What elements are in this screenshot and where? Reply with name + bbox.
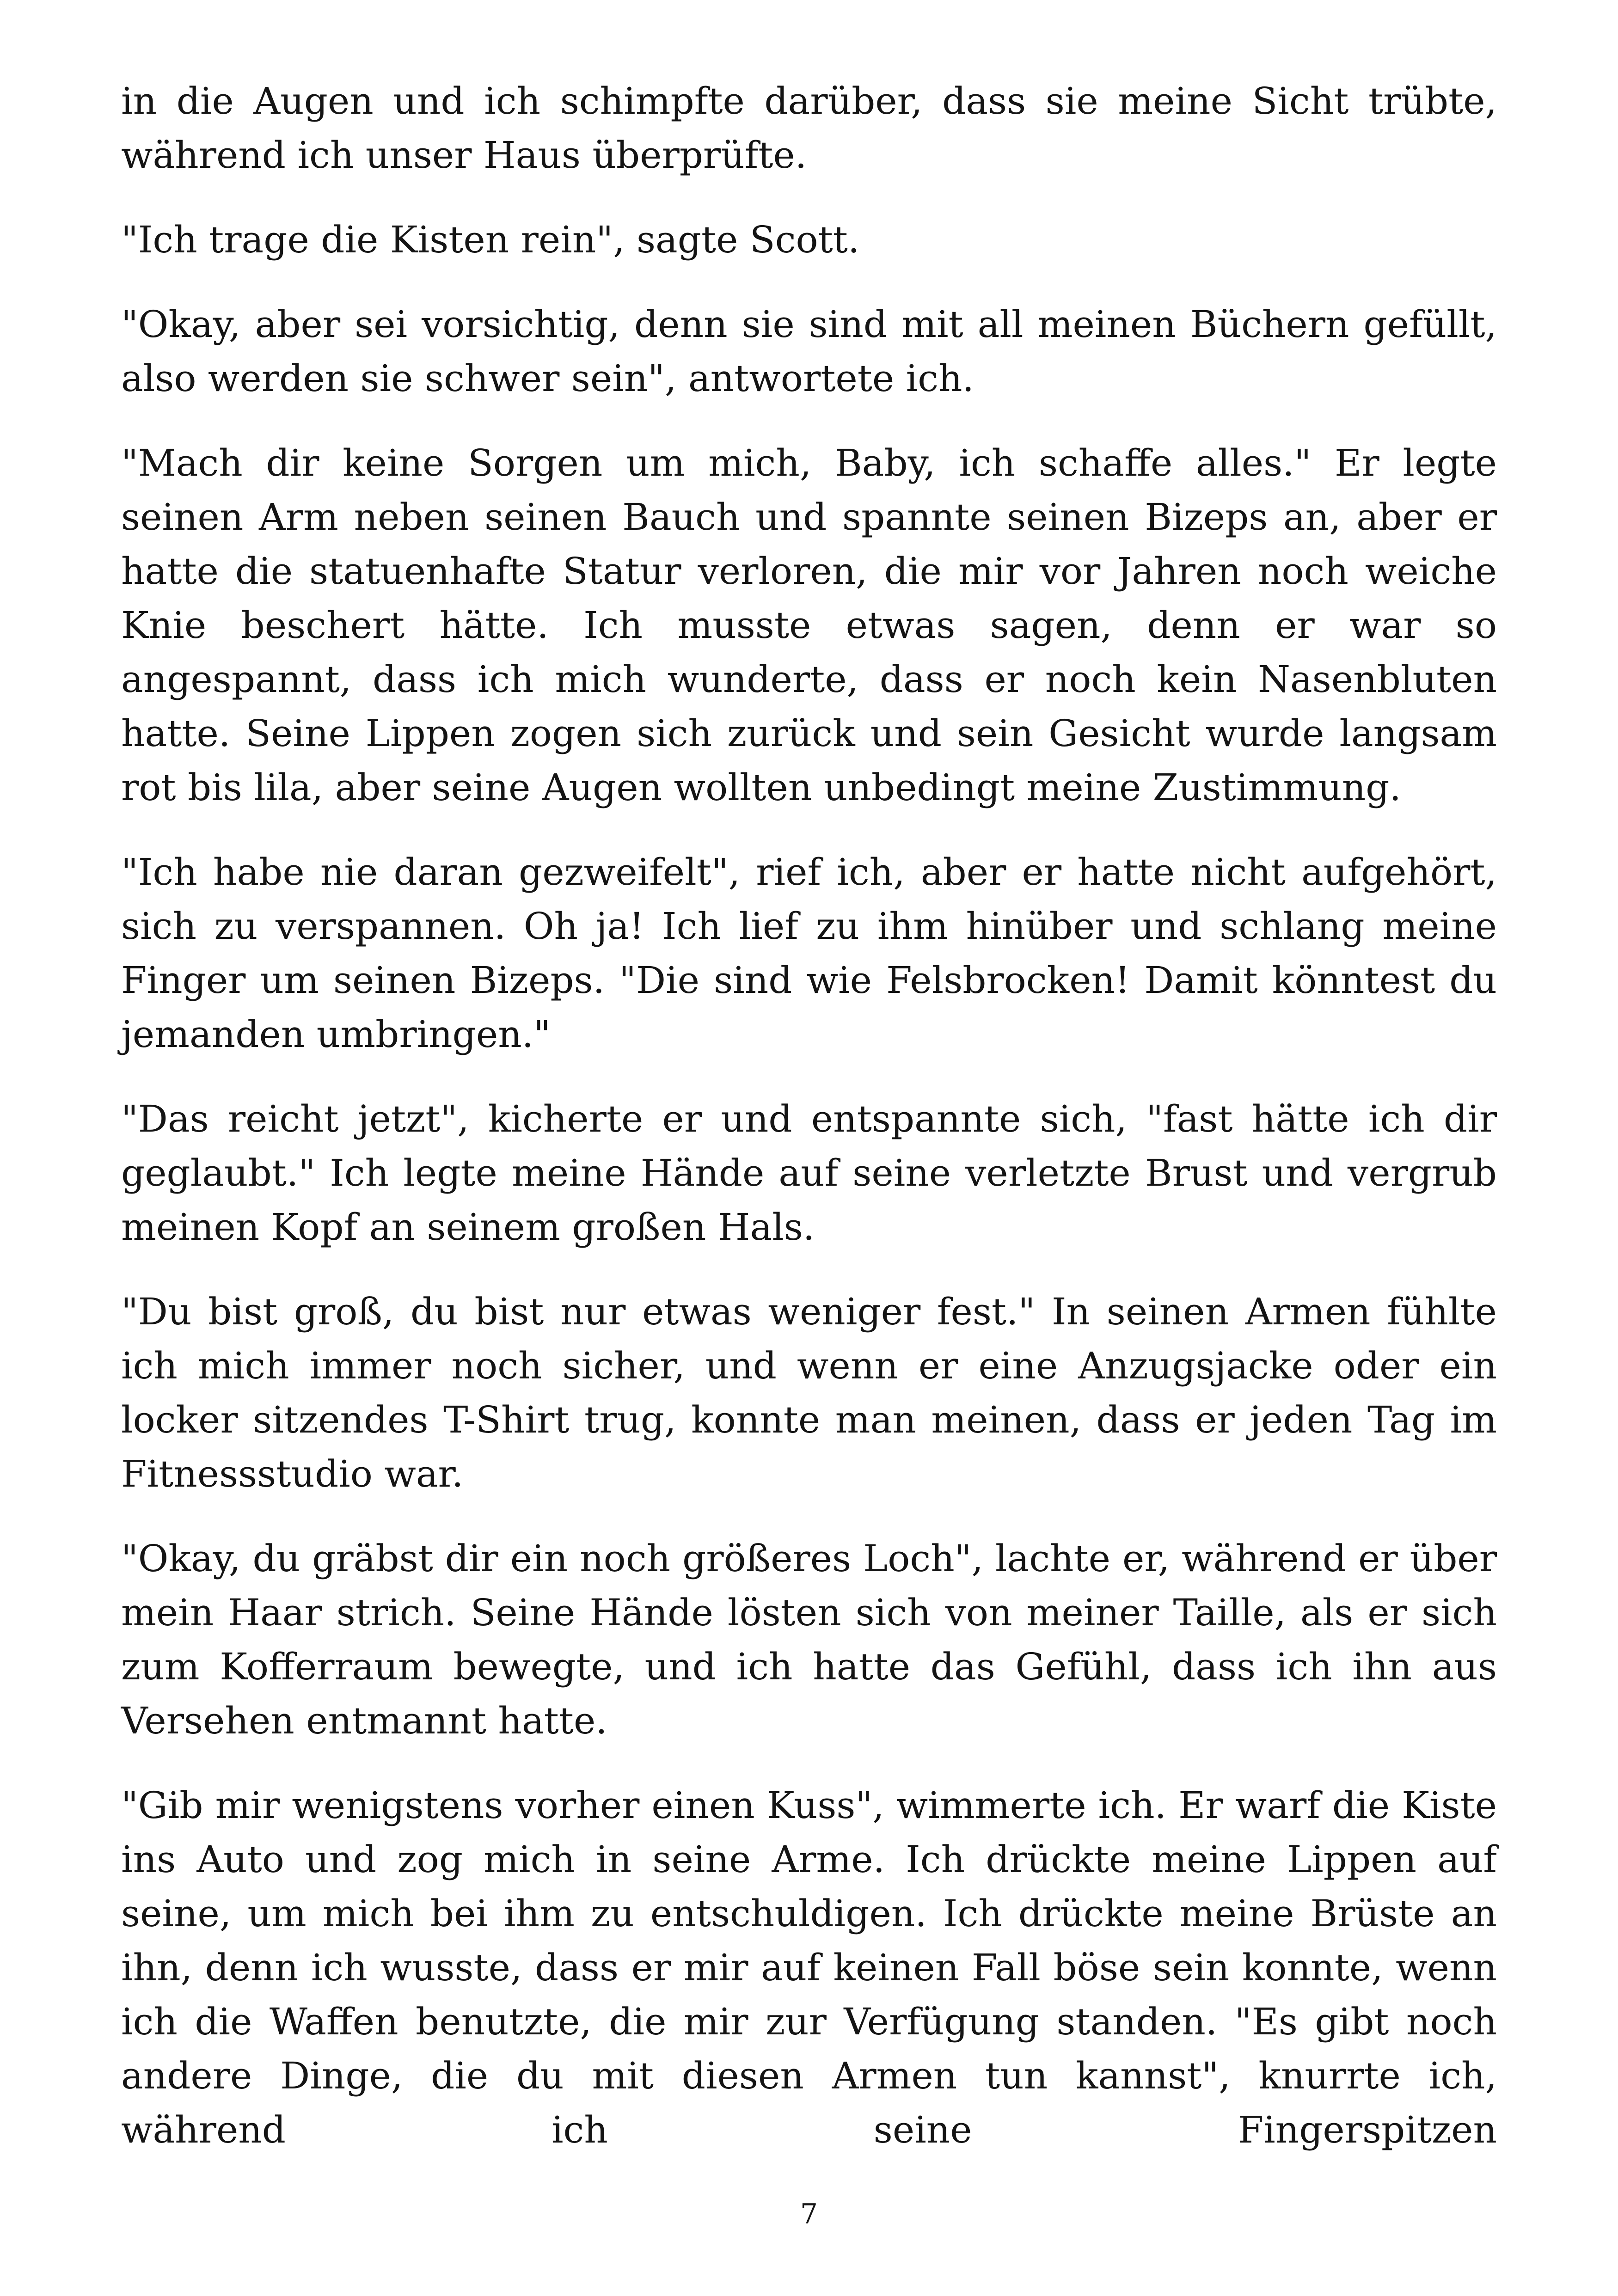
paragraph: "Mach dir keine Sorgen um mich, Baby, ich schaffe alles." Er legte seinen Arm neben seinen Bauch und spannte seinen Bizeps an, aber er hatte die statuenhafte Statur verloren, die mir vor Jahren noch weiche Knie beschert hätte. Ich musste etwas sagen, denn er war so angespannt, dass ich mich wunderte, dass er noch kein Nasenbluten hatte. Seine Lippen zogen sich zurück und sein Gesicht wurde langsam rot bis lila, aber seine Augen wollten unbedingt meine Zustimmung. [121,441,1497,809]
paragraph: "Du bist groß, du bist nur etwas weniger fest." In seinen Armen fühlte ich mich immer noch sicher, und wenn er eine Anzugsjacke oder ein locker sitzendes T-Shirt trug, konnte man meinen, dass er jeden Tag im Fitnessstudio war. [121,1290,1497,1495]
paragraph: in die Augen und ich schimpfte darüber, dass sie meine Sicht trübte, während ich unser Haus überprüfte. [121,80,1497,177]
paragraph: "Okay, aber sei vorsichtig, denn sie sind mit all meinen Büchern gefüllt, also werden sie schwer sein", antwortete ich. [121,303,1497,400]
paragraph: "Ich trage die Kisten rein", sagte Scott. [121,218,860,261]
body-text [121,74,1497,2157]
paragraph: "Okay, du gräbst dir ein noch größeres Loch", lachte er, während er über mein Haar strich. Seine Hände lösten sich von meiner Taille, als er sich zum Kofferraum bewegte, und ich hatte das Gefühl, dass ich ihn aus Versehen entmannt hatte. [121,1537,1497,1742]
paragraph: "Das reicht jetzt", kicherte er und entspannte sich, "fast hätte ich dir geglaubt." Ich legte meine Hände auf seine verletzte Brust und vergrub meinen Kopf an seinem großen Hals. [121,1097,1497,1249]
page-number: 7 [800,2198,818,2230]
paragraph: "Gib mir wenigstens vorher einen Kuss", wimmerte ich. Er warf die Kiste ins Auto und zog mich in seine Arme. Ich drückte meine Lippen auf seine, um mich bei ihm zu entschuldigen. Ich drückte meine Brüste an ihn, denn ich wusste, dass er mir auf keinen Fall böse sein konnte, wenn ich die Waffen benutzte, die mir zur Verfügung standen. "Es gibt noch andere Dinge, die du mit diesen Armen tun kannst", knurrte ich, während ich seine Fingerspitzen [121,1784,1497,2151]
paragraph: "Ich habe nie daran gezweifelt", rief ich, aber er hatte nicht aufgehört, sich zu verspannen. Oh ja! Ich lief zu ihm hinüber und schlang meine Finger um seinen Bizeps. "Die sind wie Felsbrocken! Damit könntest du jemanden umbringen." [121,851,1497,1056]
